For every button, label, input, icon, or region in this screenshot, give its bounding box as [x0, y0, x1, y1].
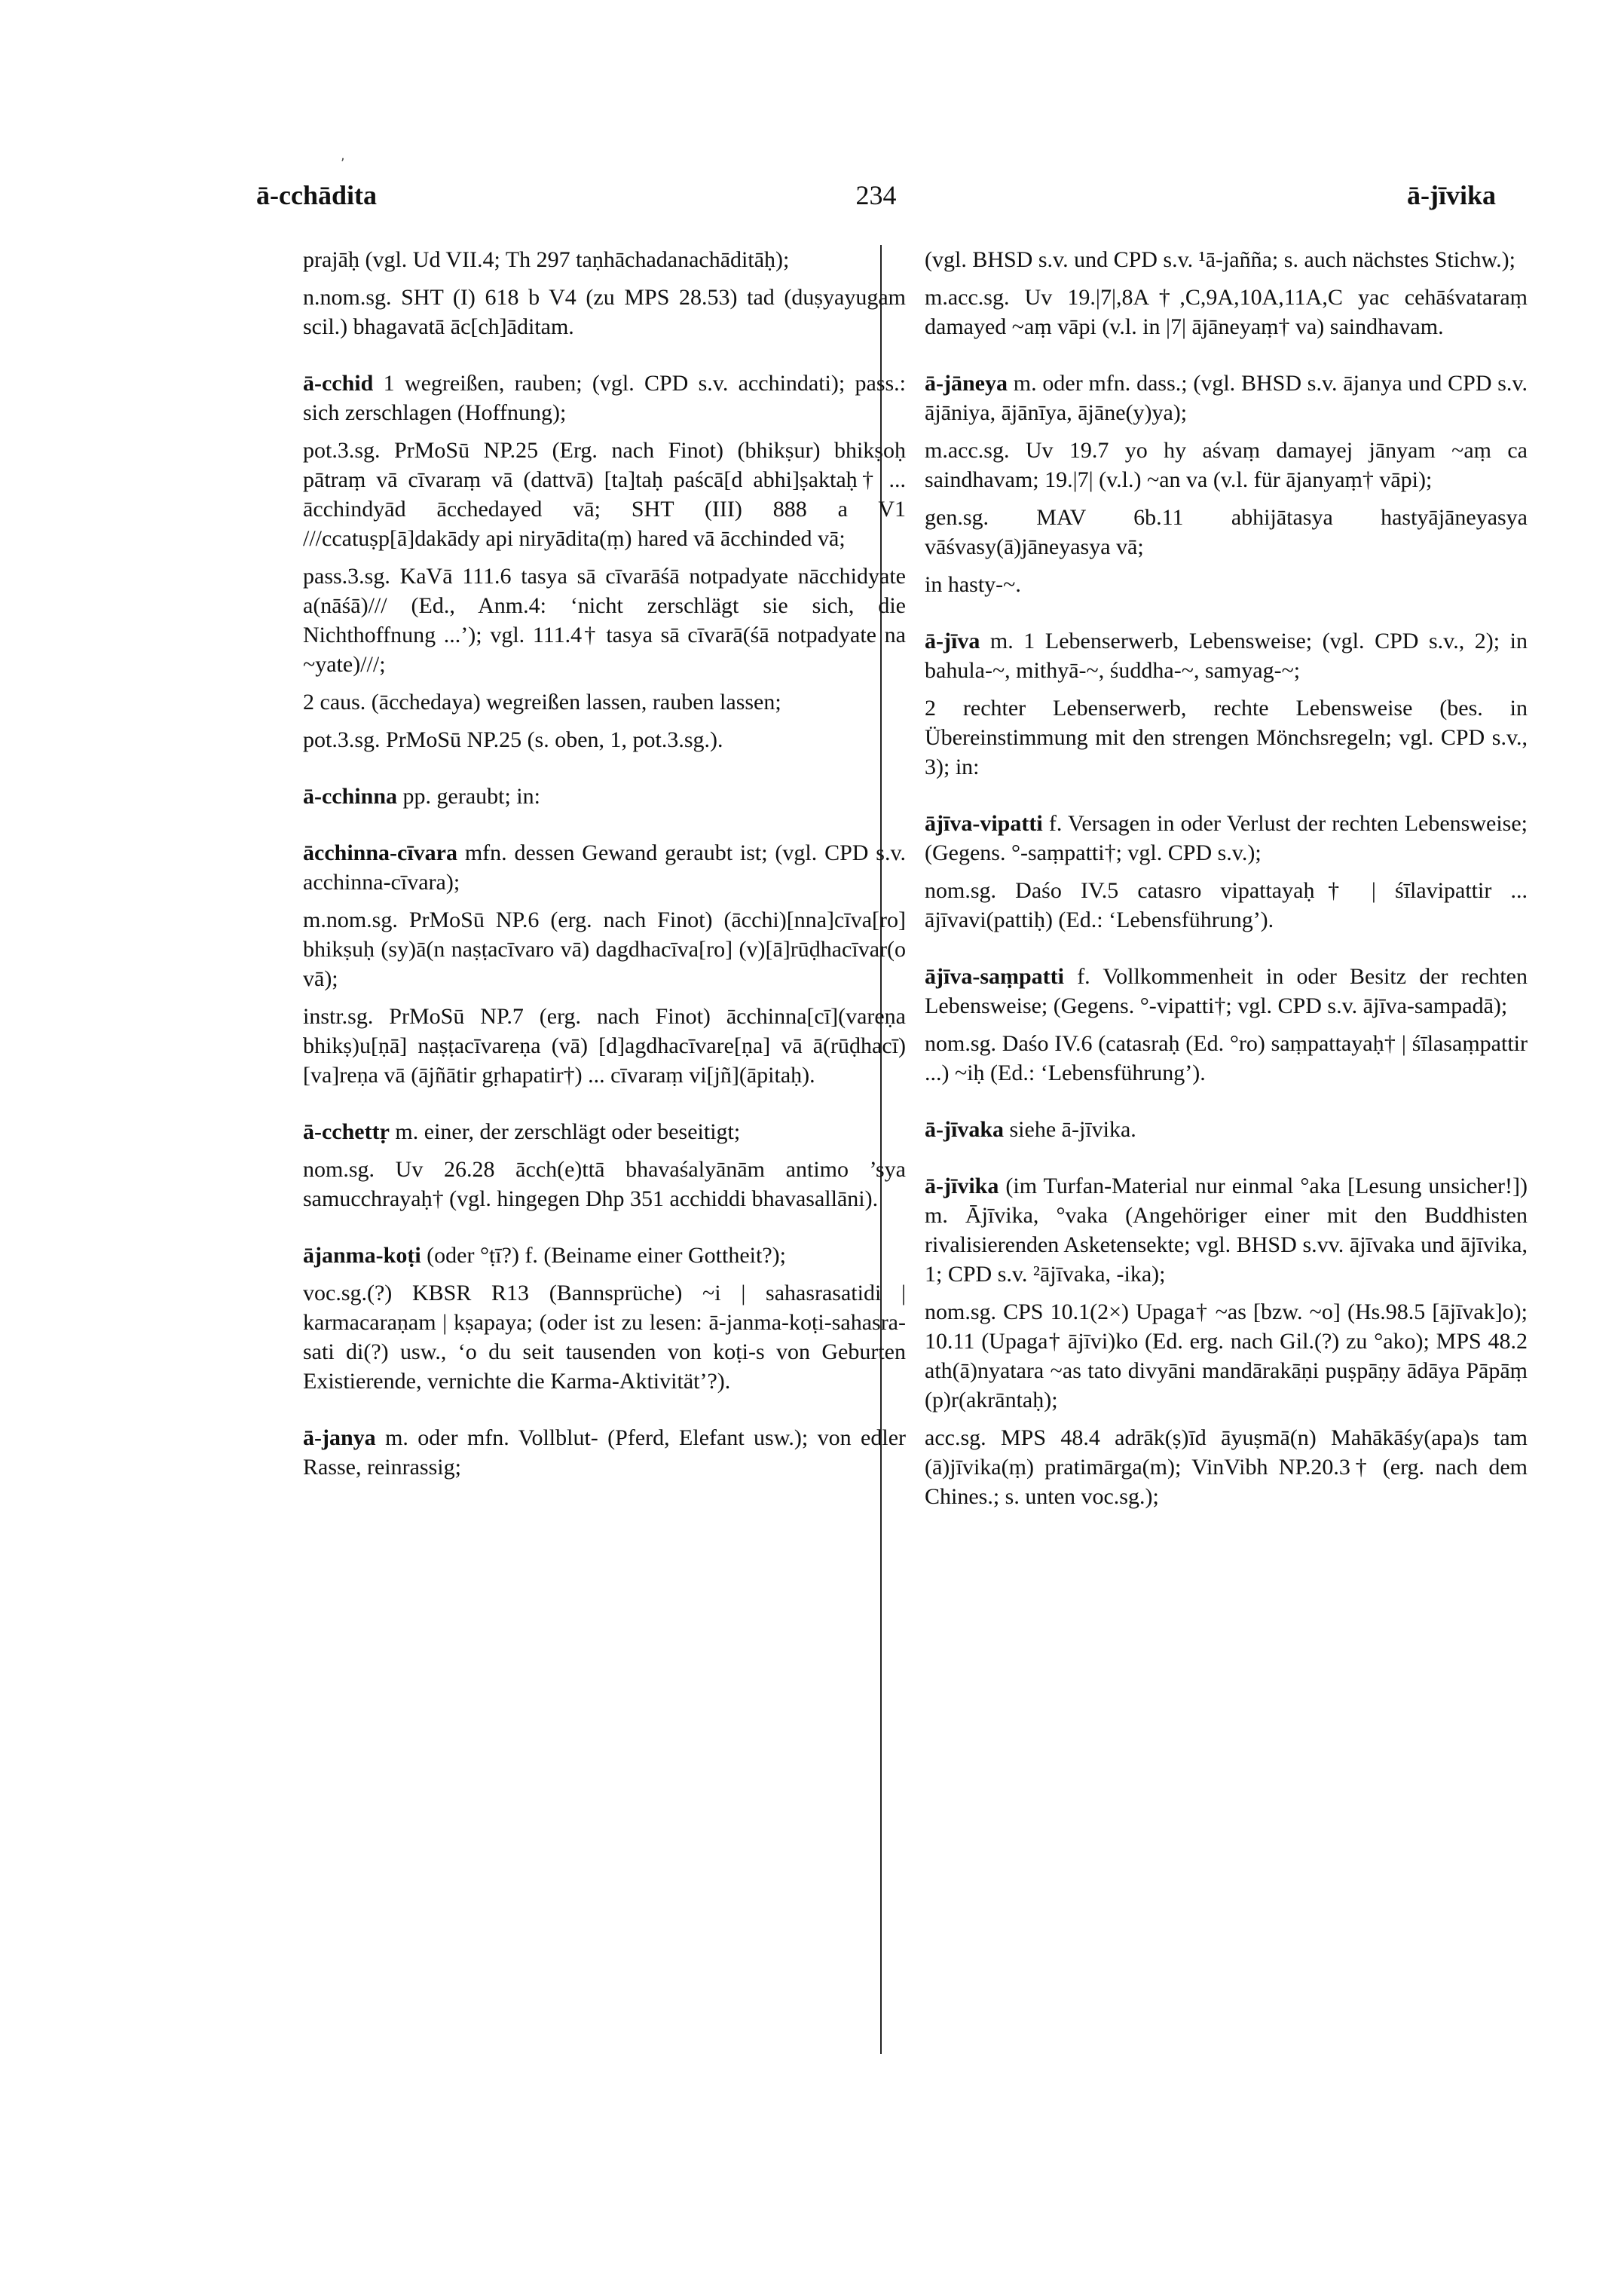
entry-text: 1 wegreißen, rauben; (vgl. CPD s.v. acchindati); pass.: sich zerschlagen (Hoffnung); [303, 371, 907, 425]
entry-text: m. oder mfn. Vollblut- (Pferd, Elefant usw.); von edler Rasse, reinrassig; [303, 1425, 906, 1480]
entry-text: nom.sg. Daśo IV.6 (catasraḥ (Ed. °ro) saṃpattayaḥ† | śīlasaṃpattir ...) ~iḥ (Ed.: ‘Lebensführung’). [925, 1031, 1528, 1085]
page-number: 234 [855, 180, 897, 210]
entry-paragraph [925, 1029, 1528, 1088]
entry-paragraph [925, 503, 1528, 562]
entry-paragraph [303, 1117, 906, 1146]
entry-text: pot.3.sg. PrMoSū NP.25 (s. oben, 1, pot.3.sg.). [303, 727, 723, 752]
entry-paragraph [303, 369, 906, 427]
entry-paragraph [303, 1423, 906, 1482]
entry-paragraph [925, 369, 1528, 427]
entry-text: instr.sg. PrMoSū NP.7 (erg. nach Finot) ācchinna[cī](vareṇa bhikṣ)u[ṇā] naṣṭacīvareṇa (vā) [d]agdhacīvare[ṇa] vā ā(rūḍhacī)[va]reṇa vā (ājñātir gṛhapatir†) ... cīvaraṃ vi[jñ](āpitaḥ). [303, 1004, 906, 1088]
entry-paragraph [925, 962, 1528, 1021]
entry-paragraph [303, 245, 906, 274]
entry-paragraph [925, 1297, 1528, 1415]
entry-paragraph [303, 1241, 906, 1270]
dictionary-entry [303, 838, 906, 1090]
entry-paragraph [303, 1002, 906, 1090]
entry-headword: ā-jīvaka [925, 1117, 1004, 1142]
entry-paragraph [303, 782, 906, 811]
entry-text: pass.3.sg. KaVā 111.6 tasya sā cīvarāśā notpadyate nācchidyate a(nāśā)/// (Ed., Anm.4: ‘nicht zerschlägt sie sich, die Nichthoffnung ...’); vgl. 111.4† tasya sā cīvarā(śā notpadyate na ~yate)///; [303, 564, 906, 677]
entry-paragraph [303, 436, 906, 553]
entry-text: m. einer, der zerschlägt oder beseitigt; [395, 1119, 741, 1144]
entry-headword: ājanma-koṭi [303, 1243, 421, 1268]
entry-text: pot.3.sg. PrMoSū NP.25 (Erg. nach Finot) (bhikṣur) bhikṣoḥ pātraṃ vā cīvaraṃ vā (dattvā) [ta]taḥ paścā[d abhi]ṣaktaḥ† ... ācchindyād ācchedayed vā; SHT (III) 888 a V1 ///ccatuṣp[ā]dakādy api niryādita(ṃ) hared vā ācchinded vā; [303, 438, 906, 551]
dictionary-entry [303, 1241, 906, 1396]
entry-paragraph [925, 626, 1528, 685]
entry-text: 2 rechter Lebenserwerb, rechte Lebensweise (bes. in Übereinstimmung mit den strengen Mönchsregeln; vgl. CPD s.v., 3); in: [925, 696, 1528, 779]
dictionary-entry [925, 245, 1528, 341]
entry-headword: ā-jīvika [925, 1174, 999, 1198]
entry-text: m.acc.sg. Uv 19.|7|,8A†,C,9A,10A,11A,C yac cehāśvataraṃ damayed ~aṃ vāpi (v.l. in |7| ājāneyaṃ† va) saindhavam. [925, 285, 1528, 339]
entry-paragraph [925, 1171, 1528, 1289]
dictionary-entry [925, 962, 1528, 1088]
entry-text: nom.sg. Uv 26.28 ācch(e)ttā bhavaśalyānām antimo ’sya samucchrayaḥ† (vgl. hingegen Dhp 351 acchiddi bhavasallāni). [303, 1157, 906, 1211]
entry-text: in hasty-~. [925, 572, 1021, 597]
dictionary-entry [925, 626, 1528, 782]
entry-text: (vgl. BHSD s.v. und CPD s.v. ¹ā-jañña; s. auch nächstes Stichw.); [925, 247, 1515, 272]
entry-paragraph [925, 245, 1528, 274]
entry-text: nom.sg. CPS 10.1(2×) Upaga† ~as [bzw. ~o] (Hs.98.5 [ājīvak]o); 10.11 (Upaga† ājīvi)ko (Ed. erg. nach Gil.(?) zu °ako); MPS 48.2 ath(ā)nyatara ~as tato divyāni mandārakāṇi puṣpāṇy ādāya Pāpāṃ (p)r(akrāntaḥ); [925, 1299, 1528, 1412]
entry-paragraph [925, 876, 1528, 935]
entry-text: nom.sg. Daśo IV.5 catasro vipattayaḥ† | śīlavipattir ... ājīvavi(pattiḥ) (Ed.: ‘Lebensführung’). [925, 878, 1528, 932]
entry-text: (oder °ṭī?) f. (Beiname einer Gottheit?); [427, 1243, 786, 1268]
entry-text: (im Turfan-Material nur einmal °aka [Lesung unsicher!]) m. Ājīvika, °vaka (Angehöriger einer mit den Buddhisten rivalisierenden Asketensekte; vgl. BHSD s.vv. ājīvaka und ājīvika, 1; CPD s.v. ²ājīvaka, -ika); [925, 1174, 1528, 1287]
entry-paragraph [925, 693, 1528, 782]
entry-text: m.acc.sg. Uv 19.7 yo hy aśvaṃ damayej jānyam ~aṃ ca saindhavam; 19.|7| (v.l.) ~an va (v.l. für ājanyaṃ† vāpi); [925, 438, 1528, 492]
entry-text: acc.sg. MPS 48.4 adrāk(ṣ)īd āyuṣmā(n) Mahākāśy(apa)s tam (ā)jīvika(ṃ) pratimārga(m); VinVibh NP.20.3† (erg. nach dem Chines.; s. unten voc.sg.); [925, 1425, 1528, 1509]
entry-headword: ā-jīva [925, 629, 980, 653]
entry-text: prajāḥ (vgl. Ud VII.4; Th 297 taṇhāchadanachāditāḥ); [303, 247, 790, 272]
entry-paragraph [303, 1155, 906, 1214]
right-column [925, 245, 1528, 1538]
entry-text: siehe ā-jīvika. [1009, 1117, 1136, 1142]
entry-paragraph [925, 570, 1528, 599]
entry-text: pp. geraubt; in: [402, 784, 540, 809]
header-left-catchword: ā-cchādita [256, 180, 377, 210]
entry-paragraph [303, 283, 906, 341]
entry-headword: ājīva-vipatti [925, 811, 1043, 836]
entry-text: f. Vollkommenheit in oder Besitz der rechten Lebensweise; (Gegens. °-vipatti†; vgl. CPD s.v. ājīva-sampadā); [925, 964, 1528, 1018]
entry-text: n.nom.sg. SHT (I) 618 b V4 (zu MPS 28.53) tad (duṣyayugam scil.) bhagavatā āc[ch]āditam. [303, 285, 906, 339]
entry-headword: ā-cchid [303, 371, 374, 396]
dictionary-entry [303, 245, 906, 341]
entry-headword: ā-jāneya [925, 371, 1008, 396]
entry-headword: ā-janya [303, 1425, 376, 1450]
entry-paragraph [303, 838, 906, 897]
entry-headword: ājīva-saṃpatti [925, 964, 1064, 989]
entry-text: m. 1 Lebenserwerb, Lebensweise; (vgl. CPD s.v., 2); in bahula-~, mithyā-~, śuddha-~, samyag-~; [925, 629, 1528, 683]
dictionary-entry [925, 1171, 1528, 1511]
entry-text: 2 caus. (ācchedaya) wegreißen lassen, rauben lassen; [303, 690, 781, 715]
entry-paragraph [303, 725, 906, 754]
running-header [256, 179, 1496, 225]
dictionary-entry [303, 782, 906, 811]
entry-headword: ā-cchinna [303, 784, 398, 809]
dictionary-entry [925, 1115, 1528, 1144]
dictionary-entry [303, 1117, 906, 1214]
entry-paragraph [925, 809, 1528, 868]
dictionary-entry [925, 369, 1528, 599]
entry-paragraph [925, 1115, 1528, 1144]
entry-paragraph [303, 687, 906, 717]
entry-paragraph [925, 436, 1528, 494]
header-right-catchword: ā-jīvika [1406, 180, 1496, 210]
entry-headword: ā-cchettṛ [303, 1119, 390, 1144]
entry-text: m.nom.sg. PrMoSū NP.6 (erg. nach Finot) (ācchi)[nna]cīva[ro] bhikṣuḥ (sy)ā(n naṣṭacīvaro vā) dagdhacīva[ro] (v)[ā]rūḍhacīvar(o vā); [303, 907, 906, 991]
entry-text: voc.sg.(?) KBSR R13 (Bannsprüche) ~i | sahasrasatidi | karmacaraṇam | kṣapaya; (oder ist zu lesen: ā-janma-koṭi-sahasra-sati di(?) usw., ‘o du seit tausenden von koṭi-s von Geburten Existierende, vernichte die Karma-Aktivität’?). [303, 1281, 906, 1394]
entry-text: f. Versagen in oder Verlust der rechten Lebensweise; (Gegens. °-saṃpatti†; vgl. CPD s.v.); [925, 811, 1528, 865]
entry-paragraph [925, 1423, 1528, 1511]
dictionary-entry [303, 369, 906, 754]
entry-headword: ācchinna-cīvara [303, 840, 457, 865]
entry-paragraph [303, 1278, 906, 1396]
entry-text: m. oder mfn. dass.; (vgl. BHSD s.v. ājanya und CPD s.v. ājāniya, ājānīya, ājāne(y)ya); [925, 371, 1528, 425]
entry-text: gen.sg. MAV 6b.11 abhijātasya hastyājāneyasya vāśvasy(ā)jāneyasya vā; [925, 505, 1528, 559]
entry-paragraph [303, 905, 906, 993]
dictionary-entry [925, 809, 1528, 935]
entry-paragraph [303, 562, 906, 679]
dictionary-entry [303, 1423, 906, 1482]
left-column [303, 245, 906, 1509]
scan-speck: , [341, 148, 345, 164]
entry-paragraph [925, 283, 1528, 341]
entry-text: mfn. dessen Gewand geraubt ist; (vgl. CPD s.v. acchinna-cīvara); [303, 840, 906, 895]
